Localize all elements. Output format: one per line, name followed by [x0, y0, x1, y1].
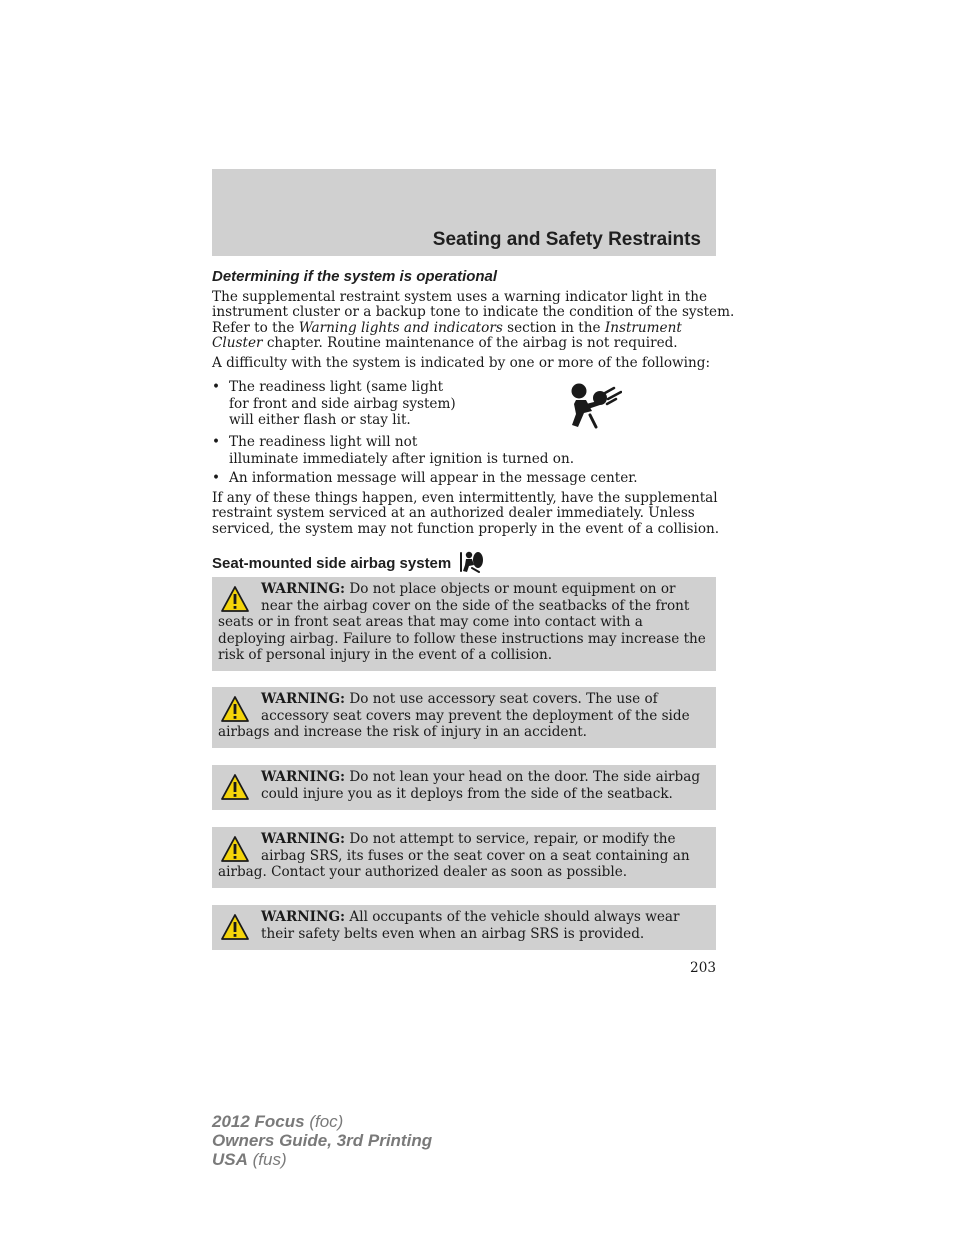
side-airbag-icon [458, 551, 484, 573]
reference-warning-lights: Warning lights and indicators [298, 319, 503, 336]
footer-region: USA [212, 1150, 248, 1169]
reference-cluster: Cluster [212, 335, 263, 352]
text-line: their safety belts even when an airbag SRS is provided. [261, 925, 645, 942]
footer-imprint [212, 1112, 432, 1169]
airbag-readiness-icon [566, 380, 622, 430]
text-line: airbags and increase the risk of injury in an accident. [218, 724, 587, 740]
text-span: Do not attempt to service, repair, or modify the [345, 831, 676, 847]
text-span: section in the [502, 319, 605, 336]
text-line: An information message will appear in the message center. [229, 470, 638, 486]
text-line: accessory seat covers may prevent the deployment of the side [261, 707, 690, 724]
warning-box-4 [212, 827, 716, 888]
text-line: instrument cluster or a backup tone to indicate the condition of the system. [212, 304, 735, 321]
header-band [212, 169, 716, 256]
text-line: airbag. Contact your authorized dealer as soon as possible. [218, 864, 628, 880]
text-span: Do not lean your head on the door. The side airbag [345, 769, 701, 785]
text-span: Do not place objects or mount equipment on or [345, 581, 676, 597]
text-line: near the airbag cover on the side of the seatbacks of the front [261, 597, 690, 614]
footer-line-model [212, 1112, 432, 1131]
footer-guide: Owners Guide, 3rd Printing [212, 1131, 433, 1150]
text-line: restraint system serviced at an authorized dealer immediately. Unless [212, 505, 695, 522]
text-line: The supplemental restraint system uses a warning indicator light in the [212, 289, 708, 305]
text-line: illuminate immediately after ignition is turned on. [229, 450, 575, 467]
text-line: deploying airbag. Failure to follow these instructions may increase the [218, 630, 706, 647]
page-number: 203 [690, 960, 716, 976]
text-line [218, 831, 712, 848]
reference-instrument: Instrument [604, 319, 682, 336]
section-heading-text: Seat-mounted side airbag system [212, 555, 452, 572]
text-span: Do not use accessory seat covers. The use of [345, 691, 658, 707]
text-span: Refer to the [212, 319, 299, 336]
warning-box-1 [212, 577, 716, 671]
text-line: The readiness light (same light [229, 379, 444, 395]
warning-label: WARNING: [261, 909, 346, 925]
text-line [218, 769, 712, 786]
text-line: risk of personal injury in the event of a collision. [218, 647, 553, 663]
text-line: airbag SRS, its fuses or the seat cover on a seat containing an [261, 847, 690, 864]
warning-box-2 [212, 687, 716, 748]
page-title: Seating and Safety Restraints [432, 229, 701, 250]
text-span: All occupants of the vehicle should always wear [345, 909, 680, 925]
footer-model: 2012 Focus [212, 1112, 305, 1131]
paragraph-service [212, 490, 720, 537]
warning-box-5 [212, 905, 716, 950]
warning-label: WARNING: [261, 769, 346, 785]
warning-label: WARNING: [261, 831, 346, 847]
text-line [218, 691, 712, 708]
warning-box-3 [212, 765, 716, 810]
section-heading-side-airbag [212, 551, 484, 573]
paragraph-intro [212, 289, 735, 352]
text-span: chapter. Routine maintenance of the airbag is not required. [262, 335, 678, 352]
footer-line-region [212, 1150, 432, 1169]
text-line: will either flash or stay lit. [229, 412, 411, 428]
bullet-dot: • [212, 379, 221, 395]
text-line: If any of these things happen, even intermittently, have the supplemental [212, 490, 718, 506]
footer-line-guide [212, 1131, 432, 1150]
text-line: serviced, the system may not function properly in the event of a collision. [212, 520, 720, 537]
text-line: could injure you as it deploys from the side of the seatback. [261, 785, 673, 802]
bullet-dot: • [212, 434, 221, 450]
bullet-dot: • [212, 470, 221, 486]
paragraph-difficulty: A difficulty with the system is indicated by one or more of the following: [212, 355, 711, 371]
text-line [212, 321, 716, 336]
text-line: seats or in front seat areas that may come into contact with a [218, 614, 643, 630]
text-line: The readiness light will not [229, 434, 418, 450]
text-line [218, 909, 712, 926]
footer-model-code: (foc) [309, 1112, 344, 1131]
footer-region-code: (fus) [252, 1150, 287, 1169]
warning-label: WARNING: [261, 691, 346, 707]
warning-label: WARNING: [261, 581, 346, 597]
text-line [212, 336, 716, 351]
section-heading-operational: Determining if the system is operational [212, 268, 498, 285]
text-line: for front and side airbag system) [229, 395, 456, 412]
text-line [218, 581, 712, 598]
